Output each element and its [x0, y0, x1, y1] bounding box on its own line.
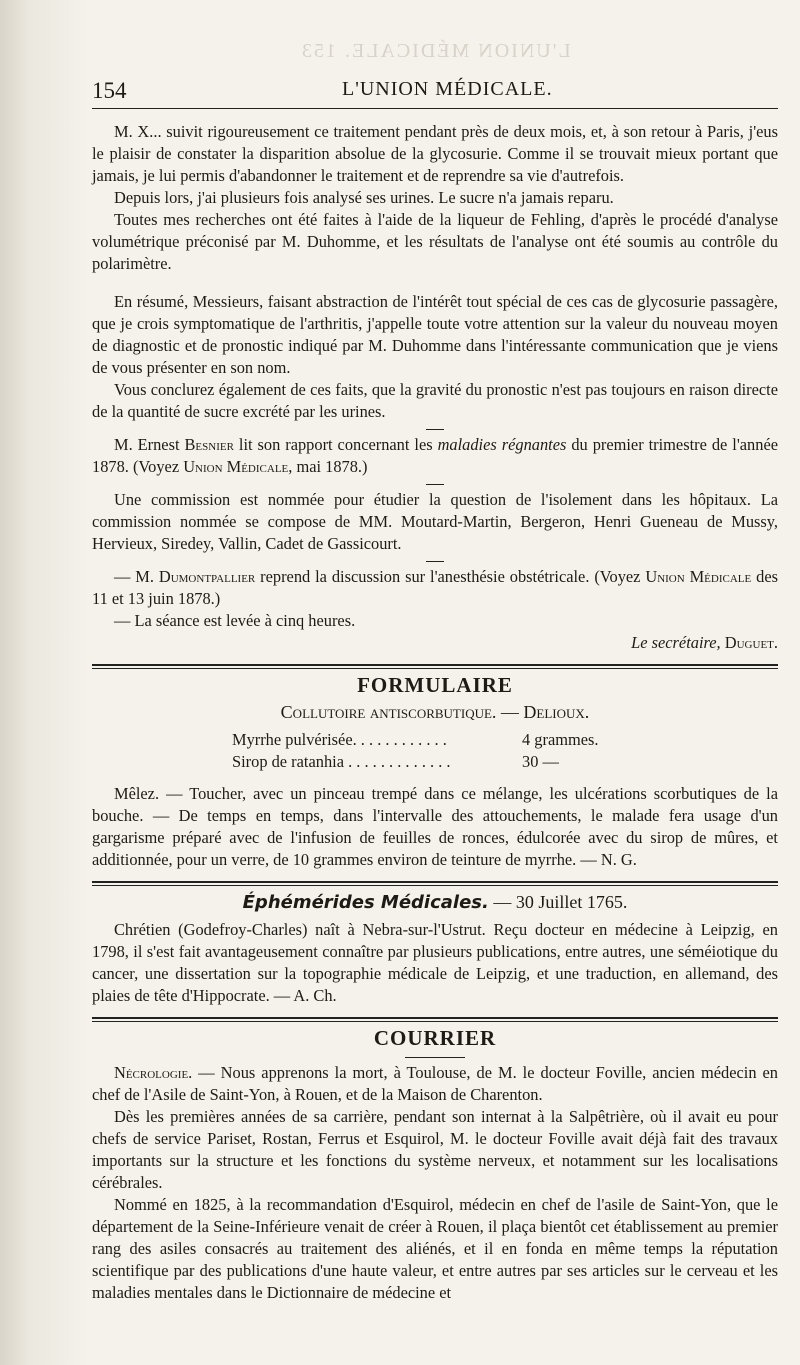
formula-ingredient: Sirop de ratanhia . . . . . . . . . . . . . 30 —	[232, 752, 559, 771]
signature: Le secrétaire, Duguet.	[631, 633, 778, 652]
paragraph-methods: Toutes mes recherches ont été faites à l'aide de la liqueur de Fehling, d'après le procédé d'analyse volumétrique préconisé par M. Duhomme, et les résultats de l'analyse ont été soumis au contrôle du polarimètre.	[92, 210, 778, 273]
author-name: Dumontpallier	[158, 567, 256, 586]
section-title-ephemerides: Éphémérides Médicales. — 30 Juillet 1765.	[242, 892, 628, 913]
separator-dash	[426, 561, 444, 562]
bleed-through-text: L'UNION MÉDICALE. 153	[300, 40, 571, 62]
formula-title: Collutoire antiscorbutique. — Delioux.	[280, 702, 590, 722]
section-rule	[92, 881, 778, 886]
paragraph-summary: En résumé, Messieurs, faisant abstraction de l'intérêt tout spécial de ces cas de glycosurie passagère, que je crois symptomatique de l'arthritis, j'appelle toute votre attention sur la valeur du nouveau moyen de diagnostic et de pronostic indiqué par M. Duhomme dans l'intéressante communication que je viens de vous présenter en son nom.	[92, 292, 778, 377]
journal-reference: Union Médicale	[183, 457, 289, 476]
journal-title: L'UNION MÉDICALE.	[342, 78, 553, 100]
paragraph-treatment: M. X... suivit rigoureusement ce traitement pendant près de deux mois, et, à son retour à Paris, j'eus le plaisir de constater la disparition absolue de la glycosurie. Comme il se trouvait mieux portant que jamais, je lui permis d'abandonner le traitement et de reprendre sa vie d'autrefois.	[92, 122, 778, 185]
separator-dash	[426, 484, 444, 485]
formula-instructions: Mêlez. — Toucher, avec un pinceau trempé dans ce mélange, les ulcérations scorbutiques de la bouche. — De temps en temps, dans l'intervalle des attouchements, le malade fera usage d'un gargarisme préparé avec de l'infusion de feuilles de ronces, édulcorée avec du sirop de mûres, et additionnée, pour un verre, de 10 grammes environ de teinture de myrrhe. — N. G.	[92, 784, 778, 869]
paragraph-dumontpallier: — M. Dumontpallier reprend la discussion sur l'anesthésie obstétricale. (Voyez Union Médicale des 11 et 13 juin 1878.)	[92, 567, 778, 608]
paragraph-commission: Une commission est nommée pour étudier la question de l'isolement dans les hôpitaux. La commission nommée se compose de MM. Moutard-Martin, Bergeron, Henri Gueneau de Mussy, Hervieux, Siredey, Vallin, Cadet de Gassicourt.	[92, 490, 778, 553]
section-title-formulaire: FORMULAIRE	[357, 673, 513, 697]
author-name: Besnier	[184, 435, 234, 454]
section-rule	[92, 664, 778, 669]
paragraph-conclusion: Vous conclurez également de ces faits, que la gravité du pronostic n'est pas toujours en raison directe de la quantité de sucre excrété par les urines.	[92, 380, 778, 421]
paragraph-necrologie: Nécrologie. — Nous apprenons la mort, à Toulouse, de M. le docteur Foville, ancien médecin en chef de l'Asile de Saint-Yon, à Rouen, et de la Maison de Charenton.	[92, 1063, 778, 1104]
rubric-label: Nécrologie.	[114, 1063, 193, 1082]
journal-reference: Union Médicale	[645, 567, 752, 586]
section-title-courrier: COURRIER	[373, 1026, 497, 1050]
separator-dash	[426, 429, 444, 430]
paragraph-analyses: Depuis lors, j'ai plusieurs fois analysé ses urines. Le sucre n'a jamais reparu.	[114, 188, 614, 207]
ephemerides-text: Chrétien (Godefroy-Charles) naît à Nebra-sur-l'Ustrut. Reçu docteur en médecine à Leipzig, en 1798, il s'est fait avantageusement connaître par plusieurs publications, entre autres, une séméiotique du cancer, une dissertation sur la topographie médicale de Leipzig, et une traduction, en allemand, des plaies de tête d'Hippocrate. — A. Ch.	[92, 920, 778, 1005]
running-header	[92, 74, 778, 104]
page-number: 154	[92, 78, 127, 103]
paragraph-career: Dès les premières années de sa carrière, pendant son internat à la Salpêtrière, où il avait eu pour chefs de service Pariset, Rostan, Ferrus et Esquirol, M. le docteur Foville avait déjà fait des travaux importants sur la structure et les fonctions du système nerveux, et notamment sur les localisations cérébrales.	[92, 1107, 778, 1192]
paragraph-closing: — La séance est levée à cinq heures.	[114, 611, 356, 630]
paragraph-appointment: Nommé en 1825, à la recommandation d'Esquirol, médecin en chef de l'asile de Saint-Yon, que le département de la Seine-Inférieure venait de créer à Rouen, il plaça bientôt cet établissement au premier rang des asiles consacrés au traitement des aliénés, et il en fonda en même temps la réputation scientifique par des publications d'une haute valeur, et entre autres par ses articles sur le cerveau et les maladies mentales dans le Dictionnaire de médecine et	[92, 1195, 778, 1302]
paragraph-besnier: M. Ernest Besnier lit son rapport concernant les maladies régnantes du premier trimestre de l'année 1878. (Voyez Union Médicale, mai 1878.)	[92, 435, 778, 476]
formula-ingredient: Myrrhe pulvérisée. . . . . . . . . . . . 4 grammes.	[232, 730, 599, 749]
separator-dash	[405, 1057, 465, 1058]
section-rule	[92, 1017, 778, 1022]
